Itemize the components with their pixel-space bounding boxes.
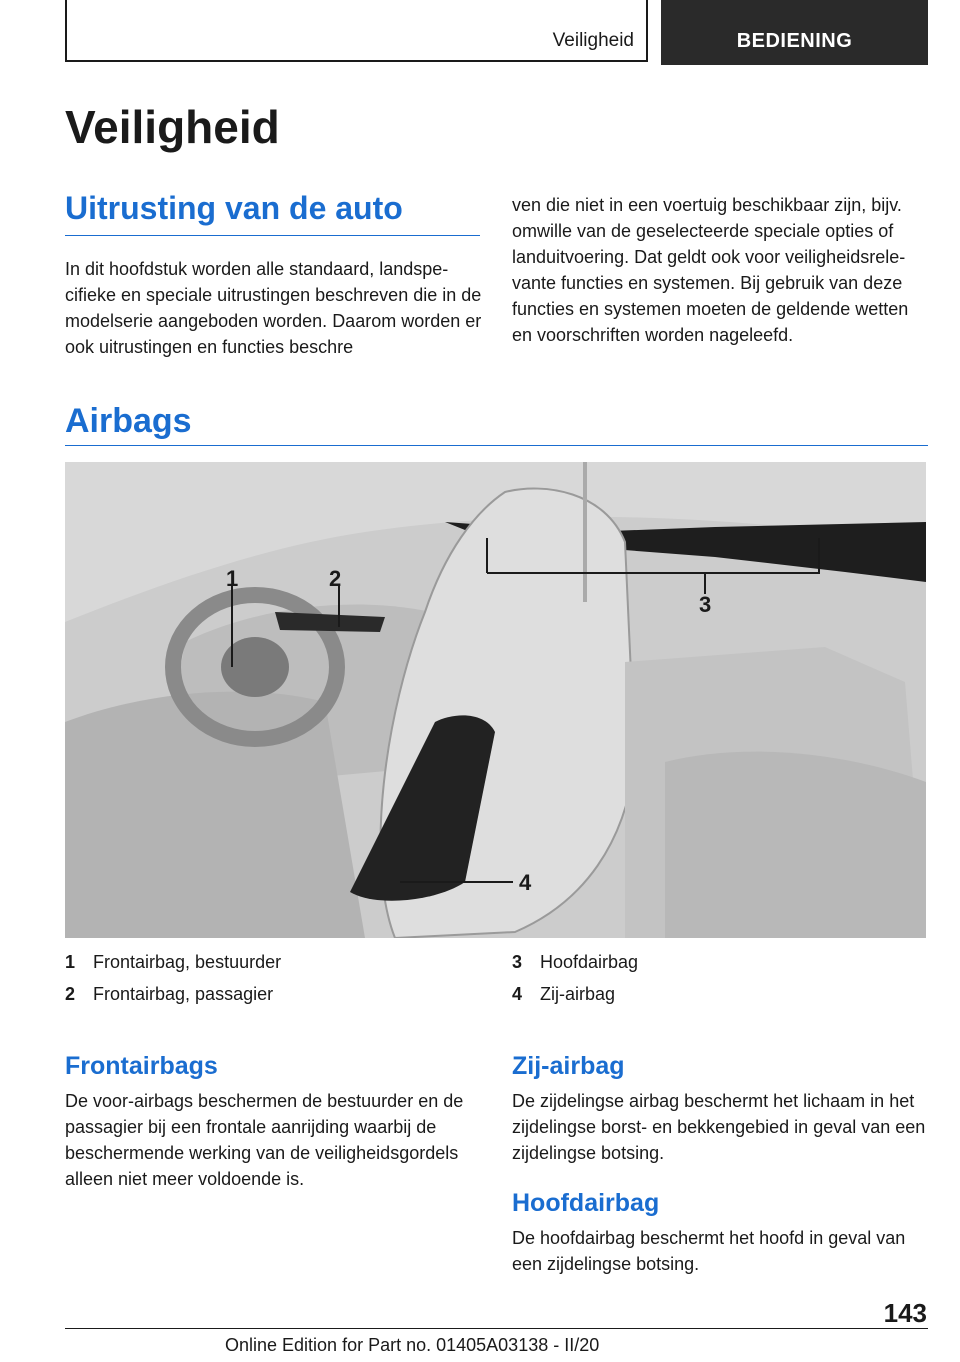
- section-tab-label: Veiligheid: [552, 30, 634, 51]
- zijairbag-text: De zijdelingse airbag beschermt het lichaam in het zijdelingse borst- en bekkengebied in geval van een zijdelingse botsing.: [512, 1091, 926, 1163]
- legend-label: Frontairbag, passagier: [93, 983, 274, 1004]
- chapter-tab: [661, 0, 928, 65]
- airbag-illustration: [65, 462, 926, 938]
- legend-number: 2: [65, 983, 76, 1004]
- uitrusting-text-right: ven die niet in een voertuig beschikbaar zijn, bijv. omwille van de geselecteerde speciale opties of landuitvoering. Dat geldt ook voor veiligheidsrelevante functies en systemen. Bij gebruik van deze functies en systemen moeten de geldende wetten en voorschriften worden nageleefd.: [512, 195, 909, 345]
- legend-item: [65, 946, 281, 978]
- airbag-legend-left: [65, 946, 281, 1010]
- frontairbags-text: De voor-airbags beschermen de bestuurder en de passagier bij een frontale aanrijding waarbij de beschermende werking van de veiligheidsgordels alleen niet meer voldoende is.: [65, 1091, 464, 1189]
- page-header: [65, 0, 928, 65]
- chapter-tab-label: BEDIENING: [736, 30, 853, 52]
- page-title: Veiligheid: [65, 101, 280, 153]
- legend-item: [512, 946, 638, 978]
- footer-divider: [65, 1328, 928, 1329]
- hoofdairbag-text: De hoofdairbag beschermt het hoofd in geval van een zijdelingse botsing.: [512, 1228, 906, 1274]
- heading-zijairbag: Zij-airbag: [512, 1052, 625, 1080]
- legend-label: Zij-airbag: [540, 983, 616, 1004]
- legend-label: Frontairbag, bestuurder: [93, 951, 282, 972]
- page-number: 143: [883, 1298, 927, 1328]
- legend-label: Hoofdairbag: [540, 951, 639, 972]
- callout-2: 2: [329, 566, 342, 591]
- heading-uitrusting: Uitrusting van de auto: [65, 190, 480, 236]
- callout-1: 1: [226, 566, 239, 591]
- legend-number: 1: [65, 951, 76, 972]
- legend-item: [65, 978, 281, 1010]
- legend-item: [512, 978, 638, 1010]
- legend-number: 4: [512, 983, 523, 1004]
- heading-hoofdairbag: Hoofdairbag: [512, 1189, 660, 1217]
- car-interior-drawing: [65, 462, 926, 938]
- heading-airbags: Airbags: [65, 402, 928, 446]
- footer-edition: Online Edition for Part no. 01405A03138 - II/20: [225, 1335, 600, 1355]
- section-tab: [65, 0, 648, 62]
- airbag-legend-right: [512, 946, 638, 1010]
- legend-number: 3: [512, 951, 523, 972]
- callout-4: 4: [519, 870, 532, 895]
- uitrusting-text-left: In dit hoofdstuk worden alle standaard, landspecifieke en speciale uitrustingen beschreven die in de modelserie aangeboden worden. Daarom worden er ook uitrustingen en functies beschre: [65, 259, 482, 357]
- heading-frontairbags: Frontairbags: [65, 1052, 218, 1080]
- callout-3: 3: [699, 592, 712, 617]
